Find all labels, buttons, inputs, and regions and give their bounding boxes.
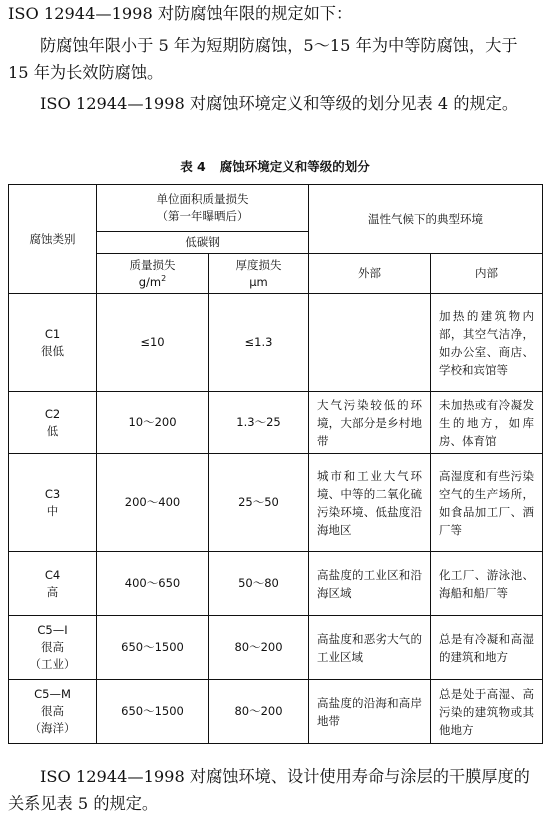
outdoor-cell: 高盐度的沿海和高岸地带 — [309, 680, 431, 744]
table-row — [9, 454, 543, 552]
header-mass-loss-group: 单位面积质量损失 （第一年曝晒后） — [97, 185, 309, 232]
thickness-loss-cell: 25～50 — [209, 454, 309, 552]
mass-loss-cell: 200～400 — [97, 454, 209, 552]
category-cell: C1 很低 — [9, 294, 97, 392]
header-category: 腐蚀类别 — [9, 185, 97, 294]
header-outdoor: 外部 — [309, 254, 431, 294]
table-caption — [0, 157, 550, 175]
table-row — [9, 392, 543, 454]
indoor-cell: 总是有冷凝和高湿的建筑和地方 — [431, 616, 543, 680]
intro-line-2: 防腐蚀年限小于 5 年为短期防腐蚀，5～15 年为中等防腐蚀，大于 15 年为长效防腐蚀。 — [8, 36, 518, 82]
mass-loss-cell: 10～200 — [97, 392, 209, 454]
outdoor-cell: 城市和工业大气环境、中等的二氧化硫污染环境、低盐度沿海地区 — [309, 454, 431, 552]
indoor-cell: 未加热或有冷凝发生的地方，如库房、体育馆 — [431, 392, 543, 454]
table-row — [9, 616, 543, 680]
thickness-loss-cell: ≤1.3 — [209, 294, 309, 392]
indoor-cell: 高湿度和有些污染空气的生产场所，如食品加工厂、酒厂等 — [431, 454, 543, 552]
outdoor-cell: 高盐度的工业区和沿海区域 — [309, 552, 431, 616]
outdoor-cell: 高盐度和恶劣大气的工业区域 — [309, 616, 431, 680]
intro-line-1: ISO 12944—1998 对防腐蚀年限的规定如下： — [8, 4, 353, 23]
table-row — [9, 680, 543, 744]
table-row — [9, 552, 543, 616]
category-cell: C4 高 — [9, 552, 97, 616]
header-steel: 低碳钢 — [97, 232, 309, 254]
table-number: 表 4 — [180, 159, 206, 174]
indoor-cell: 化工厂、游泳池、海船和船厂等 — [431, 552, 543, 616]
category-cell: C2 低 — [9, 392, 97, 454]
table-row — [9, 294, 543, 392]
header-indoor: 内部 — [431, 254, 543, 294]
mass-loss-cell: 650～1500 — [97, 680, 209, 744]
category-cell: C5—M 很高 （海洋） — [9, 680, 97, 744]
mass-loss-cell: ≤10 — [97, 294, 209, 392]
outro-paragraph: ISO 12944—1998 对腐蚀环境、设计使用寿命与涂层的干膜厚度的关系见表 5 的规定。 — [8, 767, 530, 813]
category-cell: C3 中 — [9, 454, 97, 552]
thickness-loss-cell: 80～200 — [209, 680, 309, 744]
mass-loss-cell: 650～1500 — [97, 616, 209, 680]
thickness-loss-cell: 1.3～25 — [209, 392, 309, 454]
indoor-cell: 总是处于高湿、高污染的建筑物或其他地方 — [431, 680, 543, 744]
outdoor-cell: 大气污染较低的环境，大部分是乡村地带 — [309, 392, 431, 454]
intro-line-3: ISO 12944—1998 对腐蚀环境定义和等级的划分见表 4 的规定。 — [40, 94, 519, 113]
outdoor-cell — [309, 294, 431, 392]
header-env-group: 温性气候下的典型环境 — [309, 185, 543, 254]
header-thickness-loss: 厚度损失 μm — [209, 254, 309, 294]
indoor-cell: 加热的建筑物内部，其空气洁净，如办公室、商店、学校和宾馆等 — [431, 294, 543, 392]
category-cell: C5—I 很高 （工业） — [9, 616, 97, 680]
corrosion-table — [8, 184, 543, 744]
thickness-loss-cell: 50～80 — [209, 552, 309, 616]
header-mass-loss: 质量损失 $g/m^2$ — [97, 254, 209, 294]
mass-loss-cell: 400～650 — [97, 552, 209, 616]
thickness-loss-cell: 80～200 — [209, 616, 309, 680]
table-title: 腐蚀环境定义和等级的划分 — [219, 159, 370, 174]
